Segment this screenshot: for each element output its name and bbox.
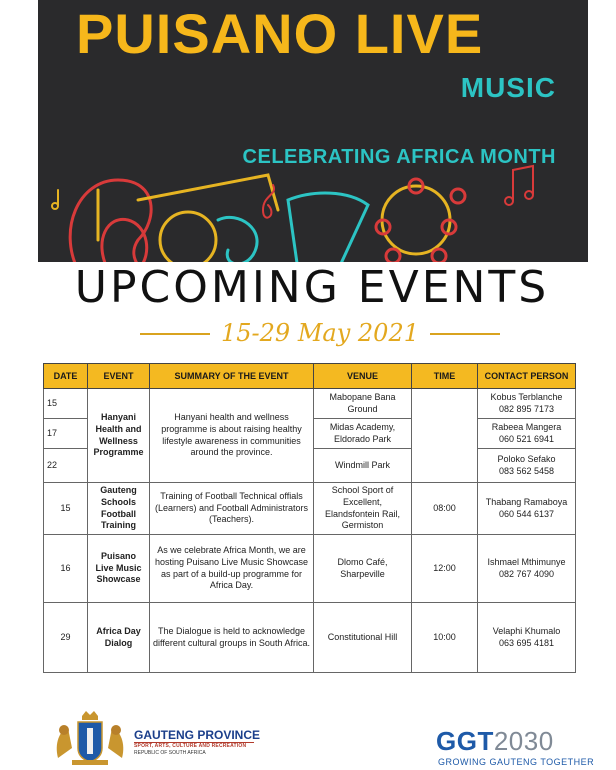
- cell-venue: Constitutional Hill: [314, 603, 412, 673]
- republic-name: REPUBLIC OF SOUTH AFRICA: [134, 750, 206, 756]
- table-row: [44, 483, 576, 535]
- contact-phone: 063 695 4181: [498, 637, 555, 648]
- cell-time: 10:00: [412, 603, 478, 673]
- cell-date: 29: [44, 603, 88, 673]
- contact-name: Rabeea Mangera: [491, 421, 562, 432]
- contact-name: Velaphi Khumalo: [492, 625, 561, 636]
- header-event: EVENT: [88, 364, 150, 389]
- gauteng-logo: [50, 708, 280, 768]
- instruments-illustration: [38, 160, 588, 262]
- cell-contact: [478, 483, 576, 535]
- tambourine-jingle: [451, 189, 465, 203]
- poster-header: [38, 0, 588, 262]
- sax-curve: [218, 217, 257, 262]
- ggt-slogan: GROWING GAUTENG TOGETHER: [438, 757, 595, 767]
- cell-venue: Midas Academy, Eldorado Park: [314, 419, 412, 449]
- music-note-head: [525, 191, 533, 199]
- province-name: GAUTENG PROVINCE: [134, 728, 261, 742]
- cell-event: Puisano Live Music Showcase: [88, 535, 150, 603]
- music-note-head: [505, 197, 513, 205]
- header-date: DATE: [44, 364, 88, 389]
- table-row: [44, 389, 576, 419]
- ggt-year: 2030: [493, 726, 554, 756]
- trombone-slide: [138, 175, 278, 210]
- cell-date: 17: [44, 419, 88, 449]
- cell-summary: As we celebrate Africa Month, we are hosting Puisano Live Music Showcase as part of a build-up programme for Africa Day.: [150, 535, 314, 603]
- tambourine-jingle: [386, 249, 400, 262]
- cell-time: 12:00: [412, 535, 478, 603]
- header-venue: VENUE: [314, 364, 412, 389]
- cell-date: 22: [44, 449, 88, 483]
- events-table: [43, 363, 576, 673]
- contact-name: Thabang Ramaboya: [485, 496, 568, 507]
- drum-circle: [160, 212, 216, 262]
- header-time: TIME: [412, 364, 478, 389]
- cell-time: 08:00: [412, 483, 478, 535]
- tambourine-ring: [382, 186, 450, 254]
- header-contact: CONTACT PERSON: [478, 364, 576, 389]
- cell-contact: [478, 449, 576, 483]
- table-header-row: [44, 364, 576, 389]
- horn-bell: [288, 193, 368, 262]
- cell-summary: Training of Football Technical offials (Learners) and Football Administrators (Teachers).: [150, 483, 314, 535]
- contact-phone: 060 544 6137: [498, 508, 555, 519]
- contact-phone: 083 562 5458: [498, 465, 555, 476]
- contact-name: Ishmael Mthimunye: [487, 556, 566, 567]
- cell-contact: [478, 535, 576, 603]
- cell-contact: [478, 389, 576, 419]
- cell-time: [412, 389, 478, 483]
- event-dates: 15-29 May 2021: [221, 319, 419, 347]
- coat-of-arms-icon: [50, 708, 130, 768]
- music-note-icon: [513, 166, 533, 200]
- cell-venue: Dlomo Café, Sharpeville: [314, 535, 412, 603]
- cell-date: 15: [44, 483, 88, 535]
- contact-phone: 082 767 4090: [498, 568, 555, 579]
- ggt-prefix: GGT: [436, 726, 494, 756]
- cell-contact: [478, 603, 576, 673]
- dates-row: [140, 318, 500, 348]
- contact-phone: 082 895 7173: [498, 403, 555, 414]
- contact-phone: 060 521 6941: [498, 433, 555, 444]
- department-name: SPORT, ARTS, CULTURE AND RECREATION: [134, 743, 247, 749]
- cell-date: 15: [44, 389, 88, 419]
- divider-line: [430, 333, 500, 335]
- violin-outline: [102, 219, 147, 262]
- upcoming-heading: UPCOMING EVENTS: [74, 262, 550, 313]
- cell-summary: Hanyani health and wellness programme is about raising healthy lifestyle awareness in communities around the province.: [150, 389, 314, 483]
- poster-subtitle: MUSIC: [460, 72, 556, 103]
- guitar-outline: [70, 180, 151, 262]
- cell-venue: School Sport of Excellent, Elandsfontein Rail, Germiston: [314, 483, 412, 535]
- header-summary: SUMMARY OF THE EVENT: [150, 364, 314, 389]
- cell-event: Africa Day Dialog: [88, 603, 150, 673]
- table-row: [44, 535, 576, 603]
- contact-name: Kobus Terblanche: [490, 391, 563, 402]
- cell-event: Hanyani Health and Wellness Programme: [88, 389, 150, 483]
- poster-tagline: CELEBRATING AFRICA MONTH: [242, 146, 556, 168]
- cell-date: 16: [44, 535, 88, 603]
- tambourine-jingle: [432, 249, 446, 262]
- cell-contact: [478, 419, 576, 449]
- ggt2030-logo: [436, 728, 554, 754]
- poster-title: PUISANO LIVE: [76, 2, 484, 65]
- cell-event: Gauteng Schools Football Training: [88, 483, 150, 535]
- cell-venue: Mabopane Bana Ground: [314, 389, 412, 419]
- cell-summary: The Dialogue is held to acknowledge different cultural groups in South Africa.: [150, 603, 314, 673]
- table-row: [44, 603, 576, 673]
- contact-name: Poloko Sefako: [497, 453, 556, 464]
- cell-venue: Windmill Park: [314, 449, 412, 483]
- small-note-head: [52, 203, 58, 209]
